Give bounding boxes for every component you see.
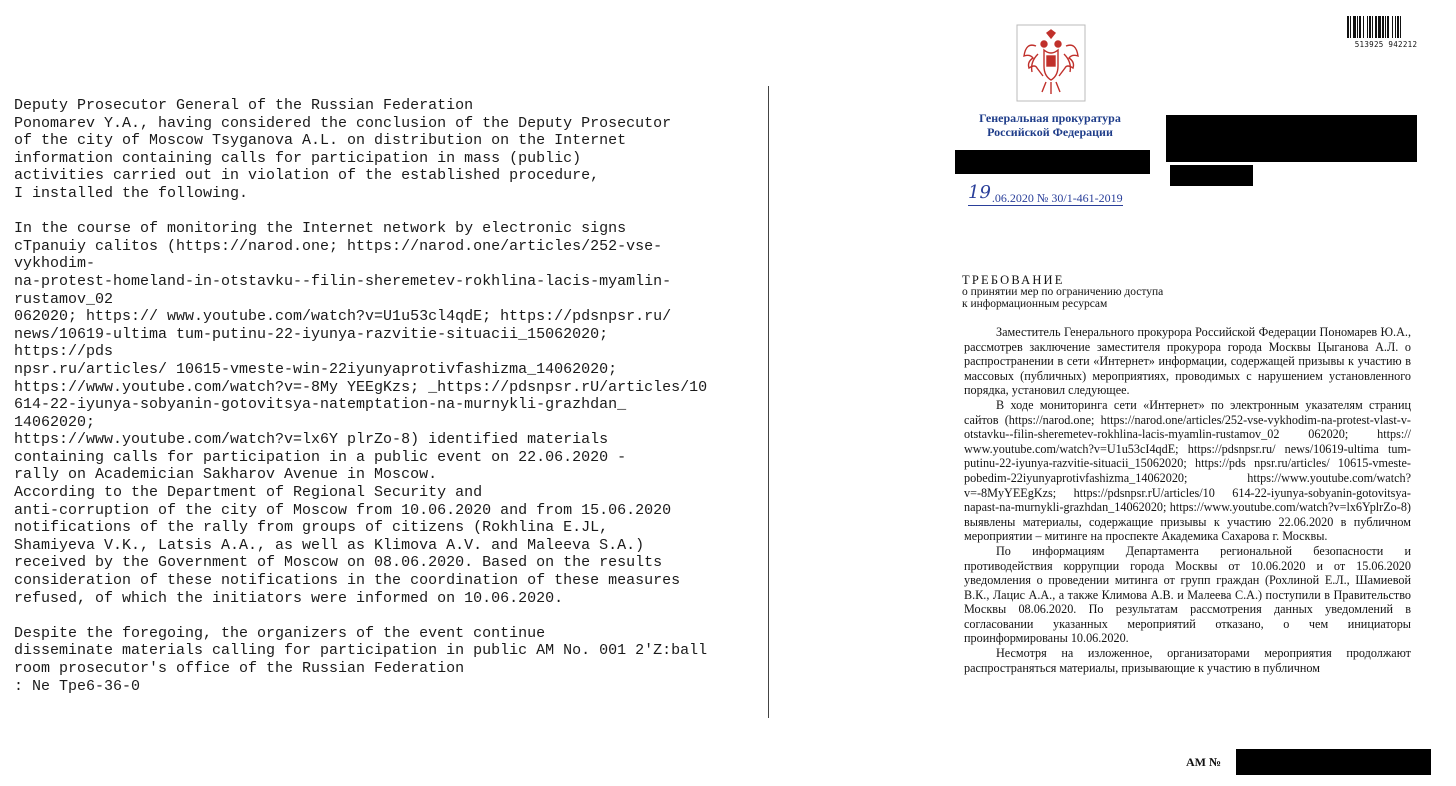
translated-line: rally on Academician Sakharov Avenue in Moscow. xyxy=(14,466,438,484)
translated-line: сТpanuiy calitos (https://narod.one; https://narod.one/articles/252-vse- xyxy=(14,237,663,255)
page-divider xyxy=(768,86,769,718)
barcode-bar xyxy=(1347,16,1349,38)
issuing-organization xyxy=(960,111,1140,139)
translated-line: notifications of the rally from groups of citizens (Rokhlina E.JL, xyxy=(14,519,609,537)
redaction-block xyxy=(955,150,1150,174)
barcode-bar xyxy=(1367,16,1368,38)
paragraph-gap xyxy=(14,607,759,625)
translated-line: Deputy Prosecutor General of the Russian Federation xyxy=(14,97,474,114)
translated-line: https://www.youtube.com/watch?v=-8My YEEgKzs; _https://pdsnpsr.rU/articles/10 xyxy=(14,378,708,396)
barcode-number: 513925 942212 xyxy=(1354,40,1418,49)
barcode-bar xyxy=(1385,16,1386,38)
subtitle-line-1: о принятии мер по ограничению доступа xyxy=(962,286,1164,298)
body-paragraph: В ходе мониторинга сети «Интернет» по электронным указателям страниц сайтов (https://narod.one; https://narod.one/articles/252-vse-vykhodim-na-protest-vlast-v-otstavku--filin-sheremetev-rokhlina-lacis-myamlin-rustamov_02 062020; https:// www.youtube.com/watch?v=U1u53cI4qdE; https://pdsnpsr.ru/ news/10619-ultima tum-putinu-22-iyunya-razvitie-situacii_15062020; https://pds npsr.ru/articles/ 10615-vmeste-pobedim-22iyunyaprotivfashizma_14062020; https://www.youtube.com/watch?v=-8MyYEEgKzs; https://pdsnpsr.rU/articles/10 614-22-iyunya-sobyanin-gotovitsya-napast-na-murnykli-grazhdan_14062020; https://www.youtube.com/watch?v=lx6YplrZo-8) выявлены материалы, содержащие призывы к участию 22.06.2020 в публичном мероприятии – митинге на проспекте Академика Сахарова г. Москвы. xyxy=(964,397,1411,544)
barcode-bar xyxy=(1359,16,1361,38)
body-paragraph: Несмотря на изложенное, организаторами мероприятия продолжают распространяться материалы, призывающие к участию в публичном xyxy=(964,646,1411,675)
translated-line: 614-22-iyunya-sobyanin-gotovitsya-natemptation-na-murnykli-grazhdan_ xyxy=(14,396,627,414)
translated-line: I installed the following. xyxy=(14,184,249,202)
document-title: ТРЕБОВАНИЕ xyxy=(962,273,1065,287)
translated-line: rustamov_02 xyxy=(14,290,114,308)
org-line-1: Генеральная прокуратура xyxy=(979,111,1121,125)
body-paragraph: По информациям Департамента региональной безопасности и противодействия коррупции города Москвы от 10.06.2020 и от 15.06.2020 уведомления о проведении митинга от групп граждан (Рохлиной Е.Л., Шамиевой В.К., Лацис А.А., а также Климова А.В. и Малеева С.А.) поступили в Правительство Москвы 08.06.2020. По результатам рассмотрения данных уведомлений в согласовании указанных мероприятий отказано, о чем инициаторы проинформированы 10.06.2020. xyxy=(964,543,1411,646)
handwritten-day: 19 xyxy=(968,182,991,203)
subtitle-line-2: к информационным ресурсам xyxy=(962,297,1108,310)
translated-line: disseminate materials calling for participation in public AM No. 001 2'Z:ball xyxy=(14,642,708,660)
translated-line: Ponomarev Y.A., having considered the conclusion of the Deputy Prosecutor xyxy=(14,114,672,132)
translated-line: vykhodim- xyxy=(14,255,96,273)
translated-line: received by the Government of Moscow on 08.06.2020. Based on the results xyxy=(14,554,663,572)
translated-line: anti-corruption of the city of Moscow from 10.06.2020 and from 15.06.2020 xyxy=(14,501,672,519)
translated-line: refused, of which the initiators were informed on 10.06.2020. xyxy=(14,589,564,607)
barcode-bar xyxy=(1378,16,1381,38)
document-reference xyxy=(968,182,1123,207)
translated-line: Despite the foregoing, the organizers of the event continue xyxy=(14,624,546,642)
reference-number: № 30/1-461-2019 xyxy=(1036,191,1123,205)
translated-line: activities carried out in violation of the established procedure, xyxy=(14,167,600,185)
translated-line: na-protest-homeland-in-otstavku--filin-sheremetev-rokhlina-lacis-myamlin- xyxy=(14,272,672,290)
barcode-bar xyxy=(1400,16,1401,38)
translated-line: : Ne Тре6-36-0 xyxy=(14,677,141,695)
barcode-bar xyxy=(1350,16,1351,38)
translated-line: news/10619-ultima tum-putinu-22-iyunya-razvitie-situacii_15062020; xyxy=(14,325,609,343)
barcode-bar xyxy=(1372,16,1373,38)
barcode-bar xyxy=(1369,16,1371,38)
coat-of-arms-icon xyxy=(1016,24,1086,102)
translated-line: https://pds xyxy=(14,343,114,361)
body-paragraph: Заместитель Генерального прокурора Российской Федерации Пономарев Ю.А., рассмотрев заключение заместителя прокурора города Москвы Цыганова А.Л. о распространении в сети «Интернет» информации, содержащей призывы к участию в массовых (публичных) мероприятиях, проводимых с нарушением установленного порядка, установил следующее. xyxy=(964,325,1411,398)
org-line-2: Российской Федерации xyxy=(987,125,1113,139)
barcode-bar xyxy=(1387,16,1389,38)
translated-line: According to the Department of Regional Security and xyxy=(14,484,483,502)
translated-line: npsr.ru/articles/ 10615-vmeste-win-22iyunyaprotivfashizma_14062020; xyxy=(14,360,618,378)
redaction-block xyxy=(1166,115,1417,162)
redaction-block xyxy=(1170,165,1253,186)
barcode-bar xyxy=(1363,16,1364,38)
barcode-bar xyxy=(1382,16,1384,38)
translated-line: https://www.youtube.com/watch?v=lx6Y plrZo-8) identified materials xyxy=(14,431,609,449)
paragraph-gap xyxy=(14,203,759,221)
barcode-bar xyxy=(1392,16,1393,38)
translated-line: In the course of monitoring the Internet network by electronic signs xyxy=(14,220,627,238)
translated-line: room prosecutor's office of the Russian Federation xyxy=(14,660,465,677)
redaction-block xyxy=(1236,749,1431,775)
barcode-bar xyxy=(1353,16,1356,38)
translated-line: consideration of these notifications in the coordination of these measures xyxy=(14,572,681,590)
document-body xyxy=(964,325,1411,675)
footer-am-number: АМ № xyxy=(1186,755,1222,769)
barcode-bar xyxy=(1357,16,1358,38)
barcode-bar xyxy=(1395,16,1396,38)
reference-date: .06.2020 xyxy=(991,191,1034,205)
translated-line: Shamiyeva V.K., Latsis A.A., as well as Klimova A.V. and Maleeva S.A.) xyxy=(14,536,645,554)
barcode-bar xyxy=(1397,16,1399,38)
translated-line: information containing calls for participation in mass (public) xyxy=(14,149,582,167)
translated-line: 062020; https:// www.youtube.com/watch?v=U1u53cl4qdE; https://pdsnpsr.ru/ xyxy=(14,308,672,326)
barcode-bar xyxy=(1375,16,1377,38)
translated-line: 14062020; xyxy=(14,413,96,431)
document-subtitle xyxy=(962,287,1163,310)
translated-line: containing calls for participation in a public event on 22.06.2020 - xyxy=(14,448,627,466)
translated-line: of the city of Moscow Tsyganova A.L. on distribution on the Internet xyxy=(14,132,627,150)
translated-text xyxy=(14,97,759,695)
